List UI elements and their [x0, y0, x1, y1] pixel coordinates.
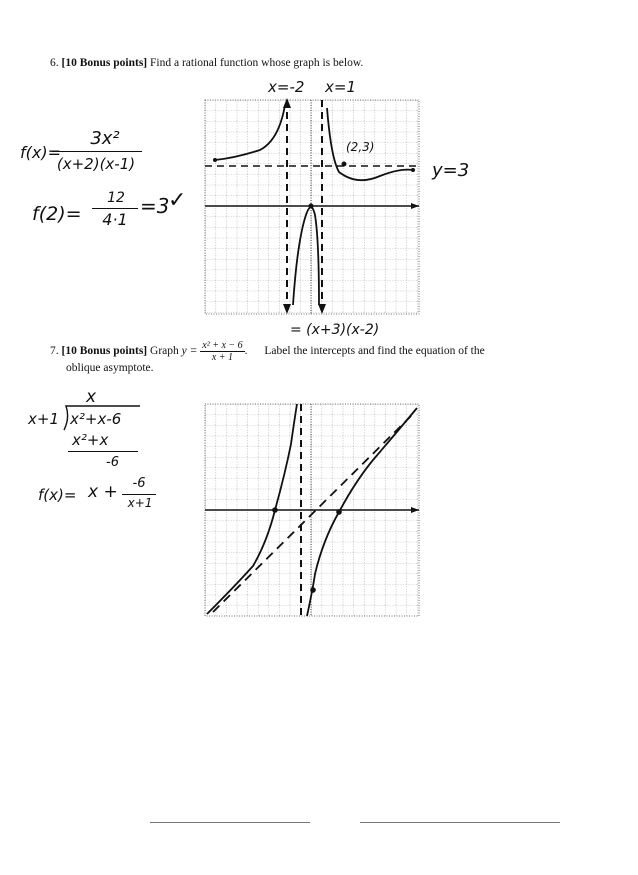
- factored-numerator: = (x+3)(x-2): [290, 322, 380, 338]
- function-answer-numerator: 3x²: [90, 128, 120, 149]
- graph-problem-7: [205, 404, 419, 619]
- quotient-function-lhs: f(x)=: [38, 486, 77, 504]
- problem-7-y-eq: y =: [181, 345, 198, 358]
- check-numerator: 12: [107, 190, 125, 206]
- division-subtract-line: [68, 451, 138, 452]
- asymptote-label-x-neg2: x=-2: [268, 78, 305, 96]
- problem-7-text-before: Graph: [150, 345, 179, 358]
- check-lhs: f(2)=: [32, 203, 82, 225]
- problem-6-text: Find a rational function whose graph is below.: [150, 57, 364, 69]
- horizontal-asymptote-label: y=3: [432, 160, 470, 181]
- problem-6-number: 6.: [50, 57, 59, 69]
- division-remainder: -6: [106, 455, 119, 470]
- check-bar: [92, 208, 138, 209]
- division-subtract: x²+x: [72, 431, 109, 449]
- problem-7-points: [10 Bonus points]: [61, 345, 148, 358]
- function-answer-lhs: f(x)=: [20, 143, 61, 162]
- problem-6-statement: [50, 56, 363, 70]
- problem-7-statement: 7. [10 Bonus points] Graph y = $\frac{\text{x² + x − 6}}{x + 1}$ . Label the intercepts and find the equation of the: [50, 340, 485, 363]
- problem-7-text-line2: oblique asymptote.: [66, 362, 154, 374]
- division-dividend: x²+x-6: [70, 410, 122, 428]
- division-quotient: x: [86, 387, 97, 407]
- function-answer-bar: [52, 151, 142, 152]
- division-divisor: x+1: [28, 410, 59, 428]
- scan-artifact-line: [150, 822, 310, 823]
- problem-7-fraction: [200, 340, 244, 363]
- problem-7-fraction-denominator: x + 1: [211, 352, 234, 363]
- quotient-function-rhs: x +: [88, 482, 118, 502]
- problem-6-points: [10 Bonus points]: [61, 57, 148, 69]
- check-denominator: 4·1: [102, 210, 128, 229]
- quotient-frac-bar: [122, 494, 156, 495]
- function-answer-denominator: (x+2)(x-1): [56, 155, 136, 173]
- quotient-frac-numerator: -6: [132, 476, 146, 491]
- quotient-frac-denominator: x+1: [127, 496, 153, 510]
- asymptote-label-x-1: x=1: [325, 78, 356, 96]
- problem-7-fraction-numerator: x² + x − 6: [202, 340, 243, 351]
- scan-artifact-line: [360, 822, 560, 823]
- graph-problem-6: [205, 100, 419, 318]
- check-result: =3: [140, 194, 170, 218]
- check-mark-icon: ✓: [168, 188, 187, 213]
- problem-7-number: 7.: [50, 345, 59, 358]
- problem-7-text-after: Label the intercepts and find the equation of the: [264, 345, 485, 358]
